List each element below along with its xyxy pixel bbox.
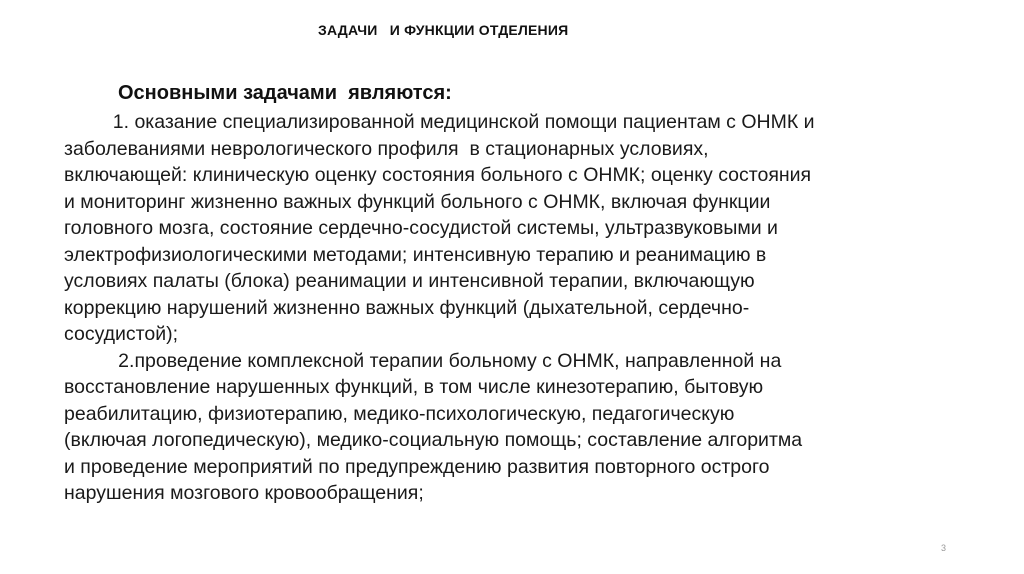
text-line: коррекцию нарушений жизненно важных функций (дыхательной, сердечно- bbox=[64, 296, 750, 319]
text-line: головного мозга, состояние сердечно-сосудистой системы, ультразвуковыми и bbox=[64, 217, 778, 239]
text-line: включающей: клиническую оценку состояния больного с ОНМК; оценку состояния bbox=[64, 164, 812, 186]
text-line: 2.проведение комплексной терапии больному с ОНМК, направленной на bbox=[64, 349, 782, 372]
text-line: условиях палаты (блока) реанимации и интенсивной терапии, включающую bbox=[64, 270, 755, 292]
text-line: реабилитацию, физиотерапию, медико-психологическую, педагогическую bbox=[64, 402, 735, 425]
body-text bbox=[64, 109, 964, 507]
text-line: заболеваниями неврологического профиля в стационарных условиях, bbox=[64, 137, 709, 160]
text-line: нарушения мозгового кровообращения; bbox=[64, 482, 424, 504]
text-line: сосудистой); bbox=[64, 323, 179, 345]
text-line: 1. оказание специализированной медицинской помощи пациентам с ОНМК и bbox=[64, 111, 815, 133]
text-line: и проведение мероприятий по предупреждению развития повторного острого bbox=[64, 455, 770, 478]
page-number: 3 bbox=[941, 543, 947, 553]
text-line: электрофизиологическими методами; интенсивную терапию и реанимацию в bbox=[64, 243, 767, 266]
section-subtitle: Основными задачами являются: bbox=[118, 82, 452, 104]
text-line: восстановление нарушенных функций, в том числе кинезотерапию, бытовую bbox=[64, 376, 764, 398]
slide-title: ЗАДАЧИ И ФУНКЦИИ ОТДЕЛЕНИЯ bbox=[318, 22, 569, 38]
text-line: (включая логопедическую), медико-социальную помощь; составление алгоритма bbox=[64, 429, 803, 451]
text-line: и мониторинг жизненно важных функций больного с ОНМК, включая функции bbox=[64, 190, 771, 213]
